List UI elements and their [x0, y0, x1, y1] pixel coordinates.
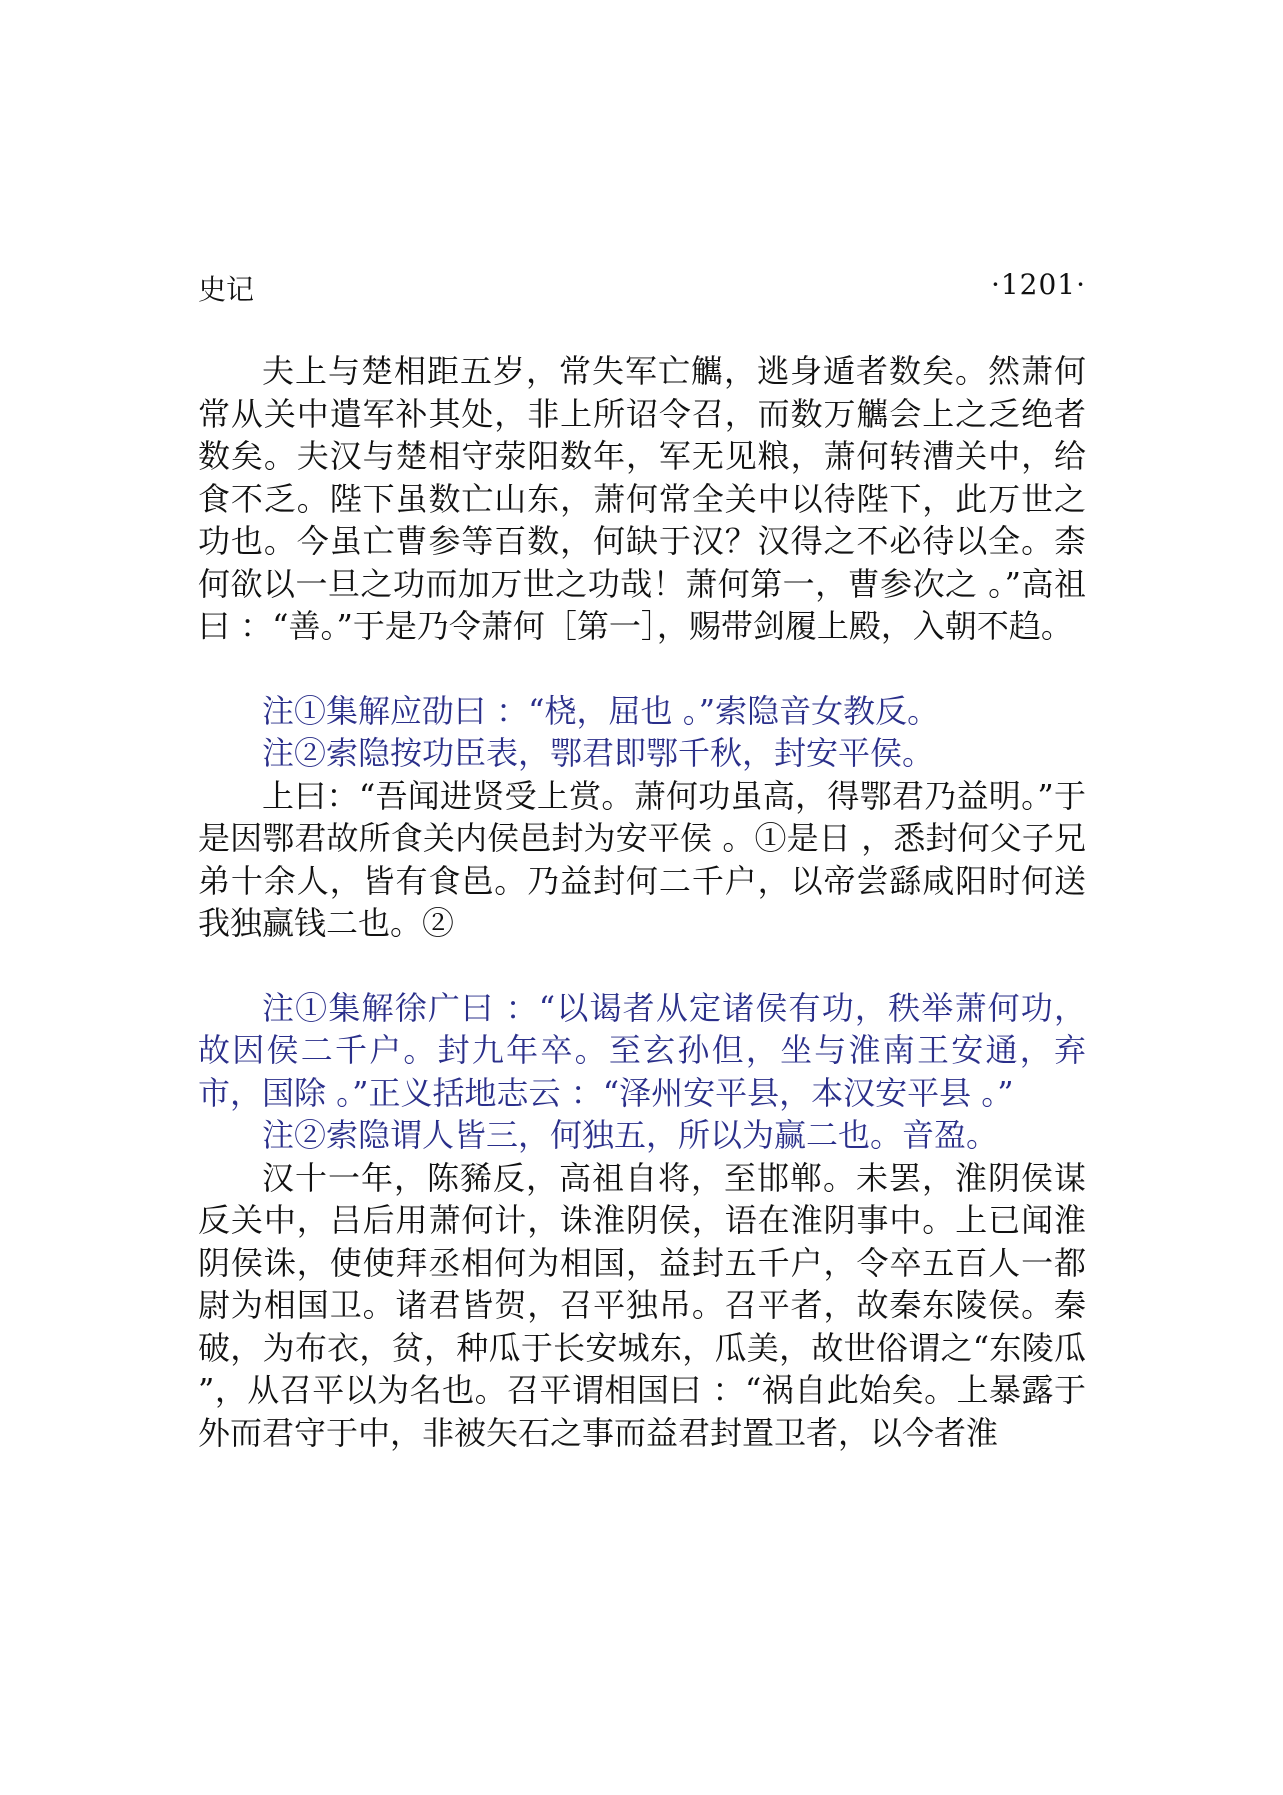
- paragraph-1: 夫上与楚相距五岁，常失军亡觽，逃身遁者数矣。然萧何常从关中遣军补其处，非上所诏令召，而数万觽会上之乏绝者数矣。夫汉与楚相守荥阳数年，军无见粮，萧何转漕关中，给食不乏。陛下虽数亡山东，萧何常全关中以待陛下，此万世之功也。今虽亡曹参等百数，何缺于汉？汉得之不必待以全。柰何欲以一旦之功而加万世之功哉！萧何第一，曹参次之 。”高祖曰 ：“善。”于是乃令萧何［第一］，赐带剑履上殿，入朝不趋。: [198, 352, 1086, 645]
- page-header: [198, 268, 1086, 308]
- footnote-4: 注②索隐谓人皆三，何独五，所以为赢二也。音盈。: [262, 1116, 999, 1154]
- paragraph-2: 上曰：“吾闻进贤受上赏。萧何功虽高，得鄂君乃益明。”于是因鄂君故所食关内侯邑封为安平侯 。①是日 ，悉封何父子兄弟十余人，皆有食邑。乃益封何二千户，以帝尝繇咸阳时何送我独赢钱二也。②: [198, 776, 1086, 942]
- page-number: ·1201·: [990, 268, 1086, 301]
- spacer: [198, 945, 1086, 987]
- footnote-1: 注①集解应劭曰 ：“桡，屈也 。”索隐音女教反。: [262, 691, 940, 730]
- paragraph-3: 汉十一年，陈豨反，高祖自将，至邯郸。未罢，淮阴侯谋反关中，吕后用萧何计，诛淮阴侯，语在淮阴事中。上已闻淮阴侯诛，使使拜丞相何为相国，益封五千户，令卒五百人一都尉为相国卫。诸君皆贺，召平独吊。召平者，故秦东陵侯。秦破，为布衣，贫，种瓜于长安城东，瓜美，故世俗谓之“东陵瓜 ”，从召平以为名也。召平谓相国曰 ：“祸自此始矣。上暴露于外而君守于中，非被矢石之事而益君封置卫者，以今者淮: [198, 1158, 1086, 1452]
- book-title: 史记: [198, 273, 255, 306]
- page-body: [198, 350, 1086, 1454]
- footnote-2: 注②索隐按功臣表，鄂君即鄂千秋，封安平侯。: [262, 734, 935, 772]
- spacer: [198, 648, 1086, 690]
- footnote-3: 注①集解徐广曰 ：“以谒者从定诸侯有功，秩举萧何功，故因侯二千户。封九年卒。至玄孙但，坐与淮南王安通，弃市，国除 。”正义括地志云 ：“泽州安平县，本汉安平县 。”: [198, 988, 1086, 1112]
